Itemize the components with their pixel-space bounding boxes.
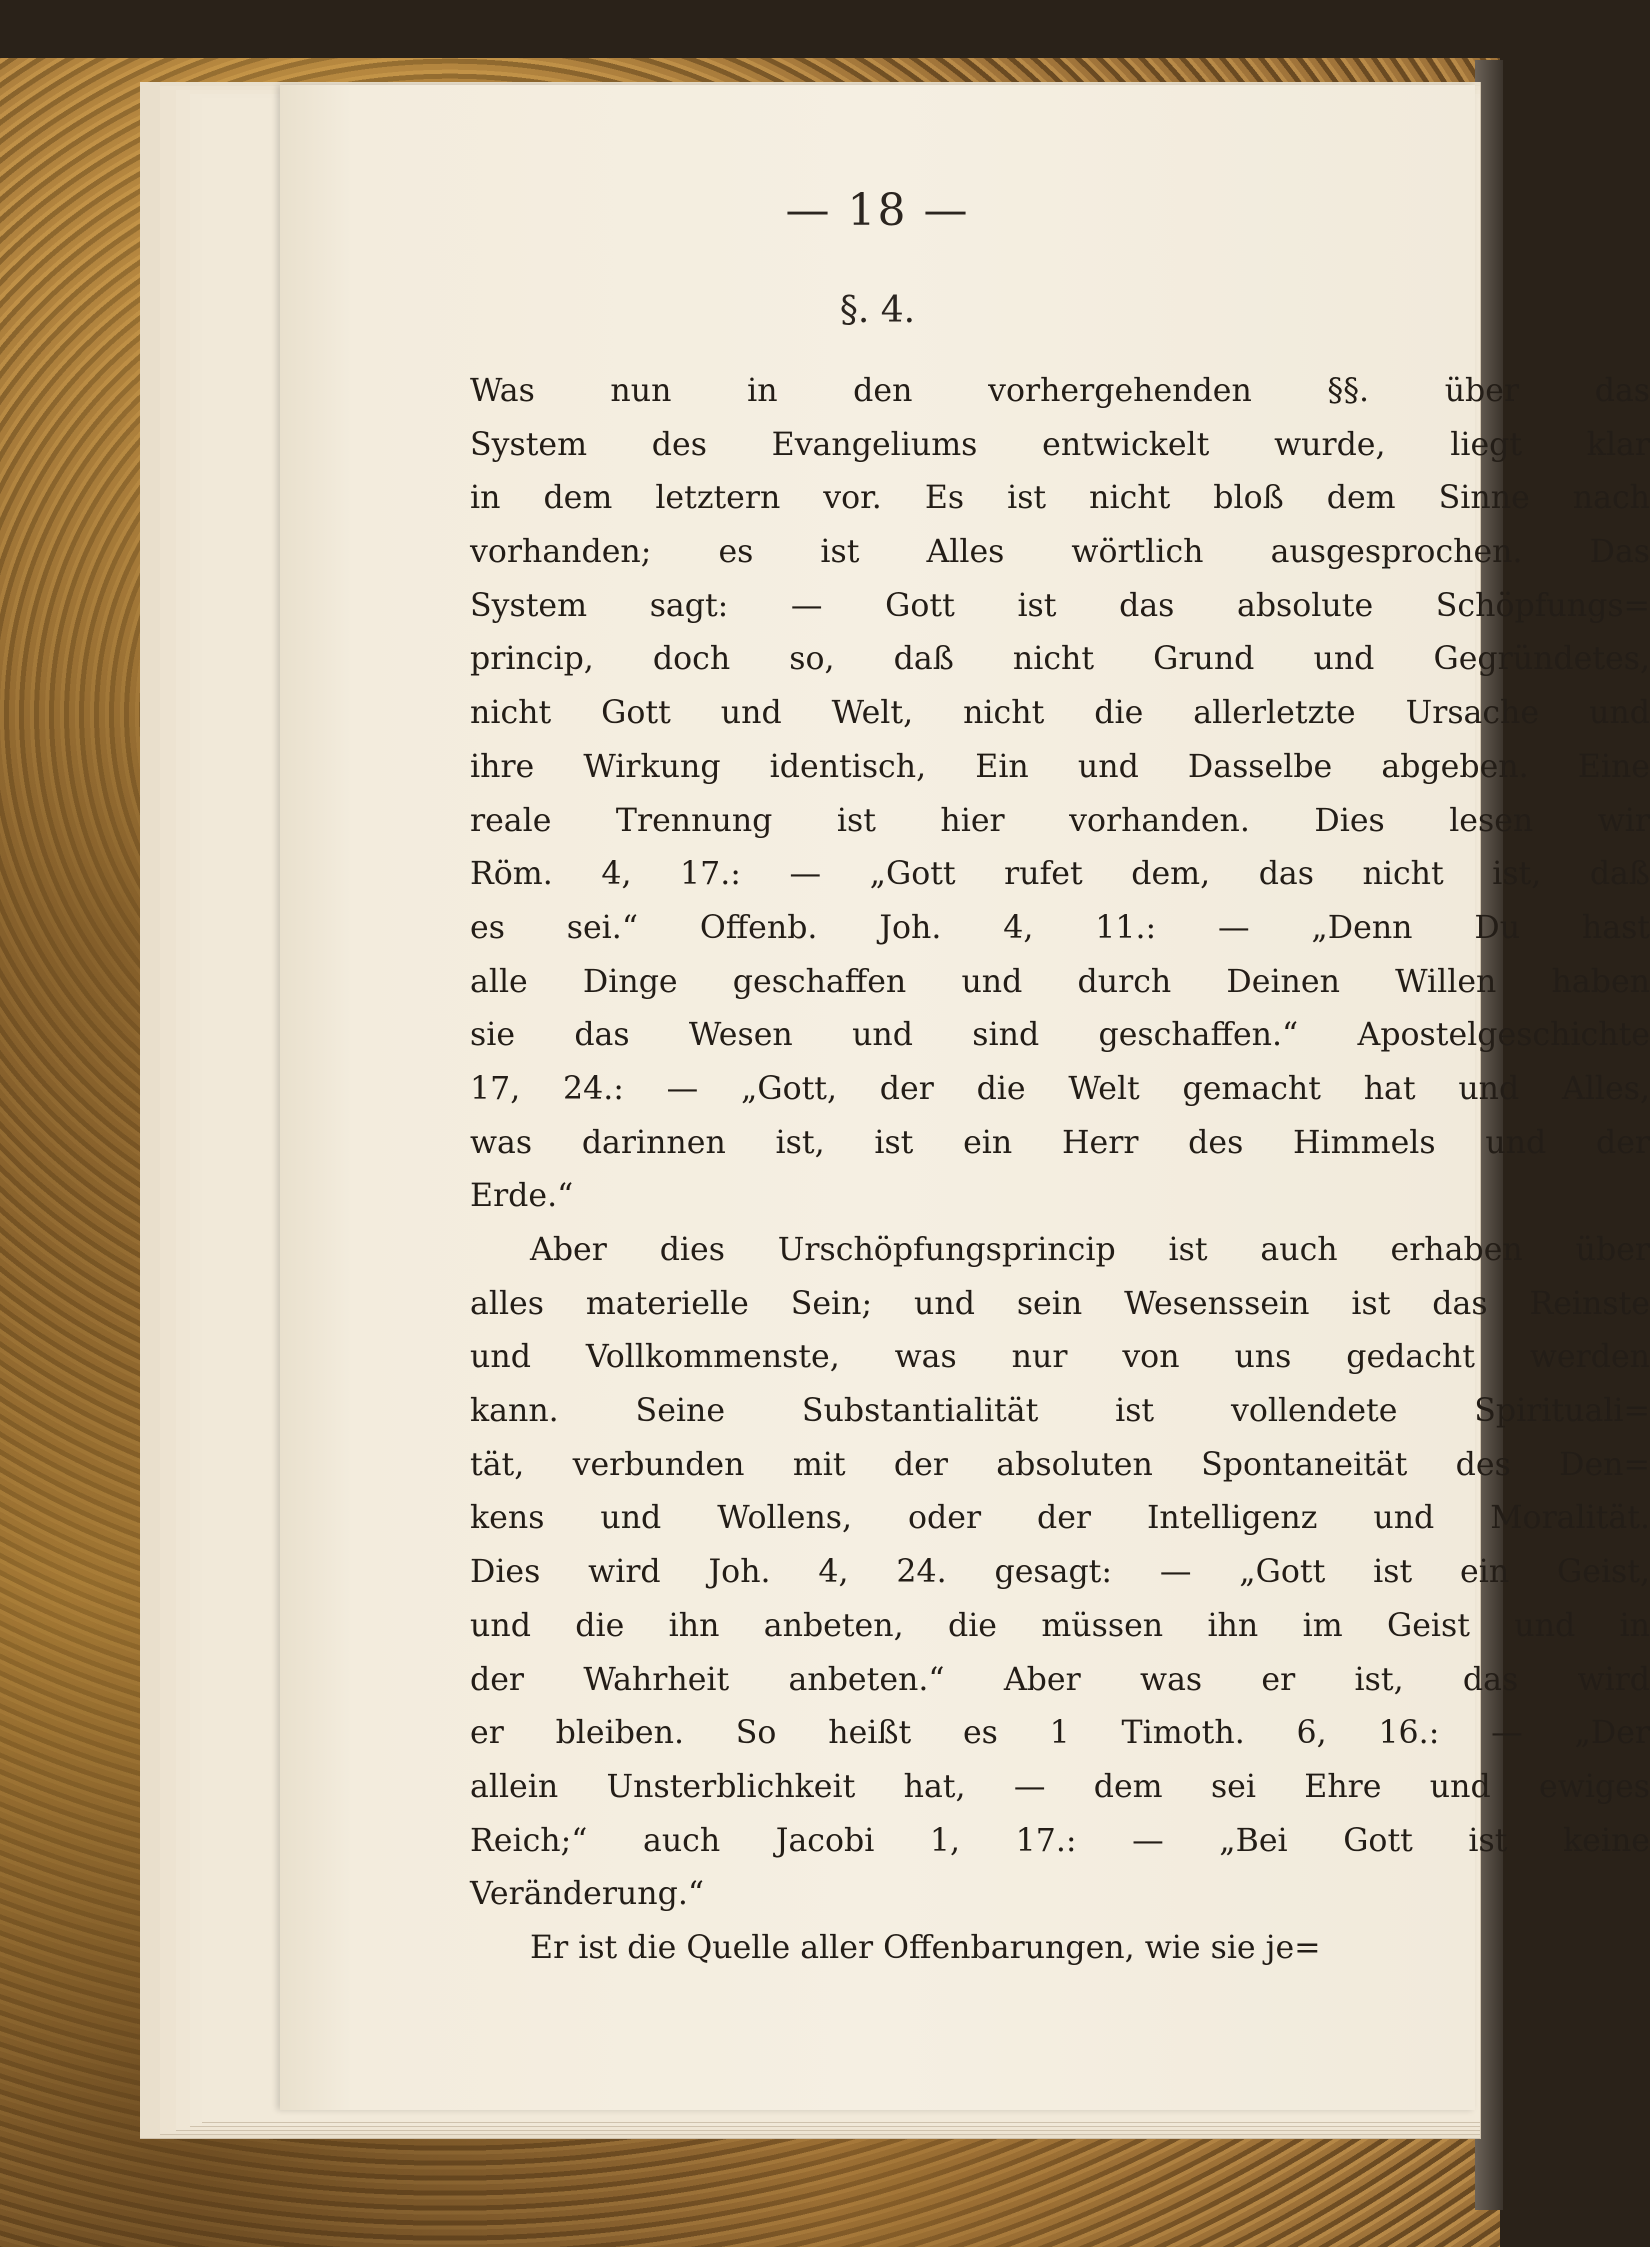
text-line: er bleiben. So heißt es 1 Timoth. 6, 16.: — „Der <box>470 1715 1650 1752</box>
text-line: Dies wird Joh. 4, 24. gesagt: — „Gott ist ein Geist, <box>470 1554 1650 1591</box>
text-line: der Wahrheit anbeten.“ Aber was er ist, das wird <box>470 1661 1650 1698</box>
text-line: 17, 24.: — „Gott, der die Welt gemacht hat und Alles, <box>470 1070 1650 1107</box>
section-heading: §. 4. <box>839 290 916 331</box>
text-line: Veränderung.“ <box>470 1876 705 1913</box>
text-line: vorhanden; es ist Alles wörtlich ausgesprochen. Das <box>470 534 1650 571</box>
text-line: ihre Wirkung identisch, Ein und Dasselbe abgeben. Eine <box>470 748 1650 785</box>
text-line: nicht Gott und Welt, nicht die allerletzte Ursache und <box>470 695 1650 732</box>
text-line: allein Unsterblichkeit hat, — dem sei Ehre und ewiges <box>470 1768 1650 1805</box>
text-line: es sei.“ Offenb. Joh. 4, 11.: — „Denn Du hast <box>470 909 1650 946</box>
text-line: sie das Wesen und sind geschaffen.“ Apostelgeschichte <box>470 1017 1650 1054</box>
text-line: alles materielle Sein; und sein Wesenssein ist das Reinste <box>470 1285 1650 1322</box>
body-text <box>470 365 1650 1976</box>
text-line: Aber dies Urschöpfungsprincip ist auch erhaben über <box>530 1232 1650 1268</box>
text-line: reale Trennung ist hier vorhanden. Dies lesen wir <box>470 802 1650 839</box>
text-line: Was nun in den vorhergehenden §§. über das <box>470 373 1650 409</box>
text-line: und Vollkommenste, was nur von uns gedacht werden <box>470 1339 1650 1376</box>
book-page <box>280 85 1650 2110</box>
text-line: Röm. 4, 17.: — „Gott rufet dem, das nicht ist, daß <box>470 856 1650 893</box>
text-line: was darinnen ist, ist ein Herr des Himmels und der <box>470 1124 1650 1161</box>
text-line: princip, doch so, daß nicht Grund und Gegründetes, <box>470 641 1650 678</box>
text-line: alle Dinge geschaffen und durch Deinen Willen haben <box>470 963 1650 1000</box>
text-line: und die ihn anbeten, die müssen ihn im Geist und in <box>470 1607 1650 1644</box>
text-line: System des Evangeliums entwickelt wurde, liegt klar <box>470 426 1650 463</box>
text-line: kens und Wollens, oder der Intelligenz und Moralität. <box>470 1500 1650 1537</box>
text-line: Erde.“ <box>470 1178 574 1215</box>
text-line: tät, verbunden mit der absoluten Spontaneität des Den= <box>470 1446 1650 1483</box>
text-line: Er ist die Quelle aller Offenbarungen, wie sie je= <box>530 1929 1321 1966</box>
text-line: kann. Seine Substantialität ist vollendete Spirituali= <box>470 1393 1650 1430</box>
text-line: in dem letztern vor. Es ist nicht bloß dem Sinne nach <box>470 480 1650 517</box>
text-line: Reich;“ auch Jacobi 1, 17.: — „Bei Gott ist keine <box>470 1822 1650 1859</box>
text-line: System sagt: — Gott ist das absolute Schöpfungs= <box>470 587 1650 624</box>
page-number: — 18 — <box>785 185 970 236</box>
